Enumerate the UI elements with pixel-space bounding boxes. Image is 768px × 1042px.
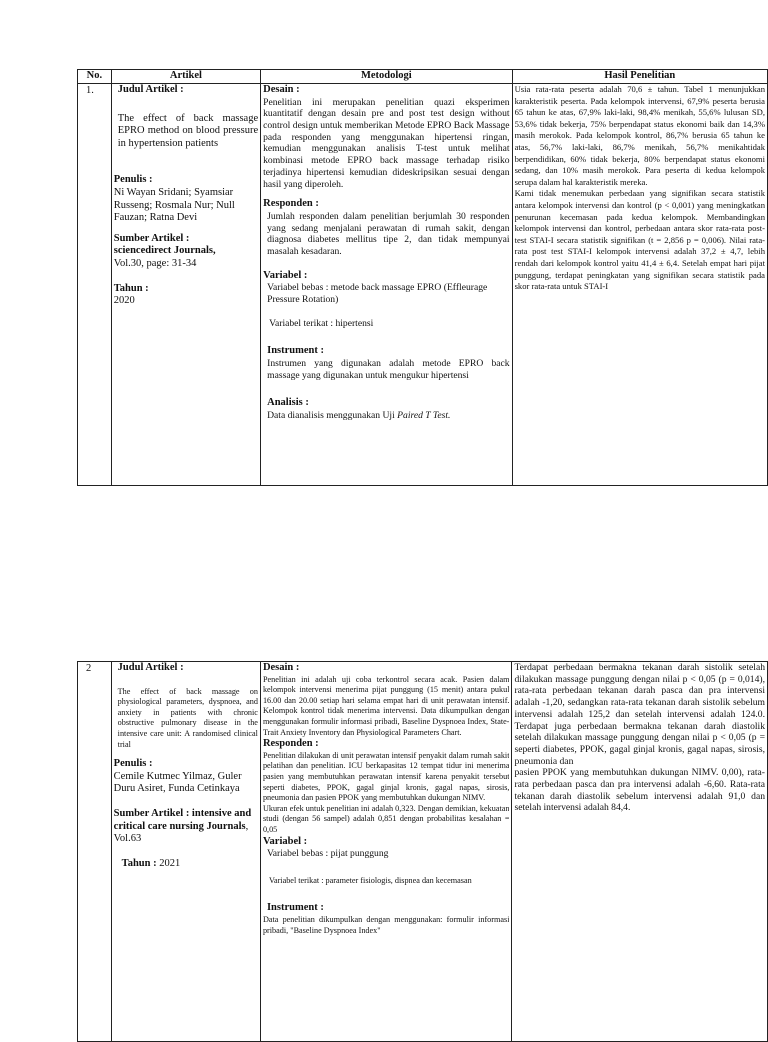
variabel-bebas: Variabel bebas : pijat punggung: [266, 848, 389, 860]
sumber-label: Sumber Artikel :: [113, 232, 190, 244]
responden-text: Jumlah responden dalam penelitian berjumlah 30 responden yang sedang menjalani perawatan di rumah sakit, dengan diagnosa diabetes mellitus tipe 2, dan tidak mempunyai masalah kesadaran.: [267, 210, 510, 257]
variabel-label: Variabel :: [262, 835, 308, 847]
instrument-text: Data penelitian dikumpulkan dengan menggunakan: formulir informasi pribadi, "Baseline Dyspnoea Index": [262, 914, 510, 935]
review-table-1: [77, 69, 768, 486]
responden-text: Penelitian dilakukan di unit perawatan intensif penyakit dalam rumah sakit pelatihan dan penelitian. ICU berkapasitas 12 tempat tidur ini menerima pasien yang membutuhkan perawatan intensif karena penyakit tersebut seperti diabetes, PPOK, gagal ginjal kronis, gagal napas, sirosis, pneumonia dan pasien PPOK yang membutuhkan dukungan NIMV.: [262, 750, 510, 803]
hasil-paragraph-2: Kami tidak menemukan perbedaan yang signifikan secara statistik antara kelompok intervensi dan kontrol (p < 0,001) yang meningkatkan penurunan kecemasan pada kedua kelompok. Membandingkan kelompok intervensi dan kontrol, perbedaan antara skor rata-rata post-test STAI-I secara statistik signifikan (t = 2,856 p = 0,006). Nilai rata-rata post test STAI-I kelompok intervensi adalah 37,2 ± 4,7, lebih rendah dari kelompok kontrol yaitu 41,4 ± 6,4. Setelah empat hari pijat punggung, terdapat peningkatan yang signifikan secara statistik pada skor rata-rata untuk STAI-I: [514, 188, 765, 292]
sumber-label: Sumber Artikel : intensive and critical care nursing Journals: [113, 807, 252, 832]
header-hasil: Hasil Penelitian: [512, 70, 767, 84]
hasil-cell: [512, 84, 767, 486]
hasil-paragraph-2: pasien PPOK yang membutuhkan dukungan NIMV. 0,00), rata-rata perbedaan pasca dan pra intervensi adalah -6,60. Rata-rata tekanan darah diastolik sebelum intervensi adalah 91,0 dan setelah intervensi adalah 84,4.: [514, 767, 765, 814]
analisis-label: Analisis :: [267, 397, 309, 409]
penulis-text: Cemile Kutmec Yilmaz, Guler Duru Asiret, Funda Cetinkaya: [113, 770, 242, 795]
variabel-terikat: Variabel terikat : parameter fisiologis, dispnea dan kecemasan: [268, 875, 472, 885]
sumber-line: [114, 808, 258, 846]
row-number: 2: [78, 662, 112, 1042]
table-row: [78, 662, 768, 1042]
sumber-vol: Vol.30, page: 31-34: [113, 257, 197, 269]
responden-label: Responden :: [263, 198, 319, 210]
variabel-terikat: Variabel terikat : hipertensi: [269, 317, 374, 329]
instrument-text: Instrumen yang digunakan adalah metode EPRO back massage yang digunakan untuk mengukur hipertensi: [267, 357, 510, 381]
responden-text-2: Ukuran efek untuk penelitian ini adalah 0,323. Dengan demikian, kekuatan studi (dengan 56 sampel) adalah 0,851 dengan probabilitas kesalahan = 0,05: [262, 803, 510, 834]
sumber-vol: , Vol.63: [113, 820, 249, 845]
tahun-text: 2021: [156, 857, 181, 869]
analisis-line: [263, 410, 509, 422]
variabel-label: Variabel :: [263, 269, 308, 281]
variabel-bebas: Variabel bebas : metode back massage EPRO (Effleurage Pressure Rotation): [267, 282, 488, 305]
judul-label: Judul Artikel :: [117, 662, 184, 673]
penulis-label: Penulis :: [113, 174, 153, 186]
instrument-label: Instrument :: [266, 902, 324, 914]
metodologi-cell: [260, 662, 512, 1042]
instrument-label: Instrument :: [267, 345, 324, 357]
header-artikel: Artikel: [111, 70, 260, 84]
metodologi-cell: [261, 84, 512, 486]
tahun-text: 2020: [113, 295, 135, 307]
tahun-line: [114, 858, 258, 871]
table-row: [78, 84, 768, 486]
penulis-label: Penulis :: [113, 758, 153, 770]
tahun-label: Tahun :: [113, 282, 149, 294]
analisis-method: Paired T Test.: [397, 409, 451, 421]
header-no: No.: [78, 70, 112, 84]
table-header-row: [78, 70, 768, 84]
metodologi-content: [263, 662, 510, 1035]
judul-text: The effect of back massage EPRO method on blood pressure in hypertension patients: [117, 112, 259, 149]
responden-label: Responden :: [262, 738, 319, 750]
desain-text: Penelitian ini adalah uji coba terkontrol secara acak. Pasien dalam kelompok intervensi menerima pijat punggung (15 menit) antara pukul 16.00 dan 20.00 setiap hari selama empat hari di unit perawatan intensif. Kelompok kontrol tidak menerima intervensi. Data dikumpulkan dengan menggunakan formulir informasi pribadi, Baseline Dyspnoea Index, State-Trait Anxiety Inventory dan Physiological Parameters Chart.: [262, 674, 510, 737]
sumber-journal: sciencedirect Journals,: [113, 245, 216, 257]
review-table-2: [77, 661, 768, 1042]
desain-label: Desain :: [262, 662, 300, 673]
row-number: 1.: [78, 84, 112, 486]
judul-text: The effect of back massage on physiological parameters, dyspnoea, and anxiety in patients with chronic obstructive pulmonary disease in the intensive care unit: A randomised clinical trial: [117, 686, 258, 749]
artikel-cell: [111, 84, 260, 486]
hasil-paragraph-1: Usia rata-rata peserta adalah 70,6 ± tahun. Tabel 1 menunjukkan karakteristik peserta. Pada kelompok intervensi, 67,9% peserta berusia 65 tahun ke atas, 67,9% laki-laki, 98,4% menikah, 55,6% lulusan SD, 53,6% tidak bekerja, 75% berpendapat status ekonomi baik dan 14,3% masih merokok. Pada kelompok kontrol, 86,7% berusia 65 tahun ke atas, 56,7% laki-laki, 86,7% menikah, 56,7% menikahtidak berpendidikan, 60% tidak bekerja, 80% berpendapat status ekonomi sedang, dan 10% masih merokok. Para peserta di kedua kelompok serupa dalam hal karakteristik mereka.: [514, 84, 765, 187]
penulis-text: Ni Wayan Sridani; Syamsiar Russeng; Rosmala Nur; Null Fauzan; Ratna Devi: [113, 186, 235, 224]
desain-text: Penelitian ini merupakan penelitian quazi eksperimen kuantitatif dengan desain pre and post test design without control design untuk memberikan Metode EPRO Back Massage pada responden yang menggunakan hipertensi ringan, kemudian menggunakan analisis T-test untuk melihat kombinasi metode EPRO back massage terhadap risiko terjadinya hipertensi kemudian dideskripsikan sesuai dengan hasil yang diperoleh.: [263, 96, 510, 190]
artikel-cell: [111, 662, 260, 1042]
analisis-text: Data dianalisis menggunakan Uji: [267, 409, 398, 421]
hasil-paragraph-1: Terdapat perbedaan bermakna tekanan darah sistolik setelah dilakukan massage punggung dengan nilai p < 0,05 (p = 0,014), rata-rata perbedaan tekanan darah pasca dan pra intervensi adalah -1,20, sedangkan rata-rata tekanan darah sistolik sebelum intervensi adalah 125,2 dan setelah intervensi adalah 124.0. Terdapat juga perbedaan bermakna tekanan darah diastolik setelah dilakukan massage punggung dengan nilai p < 0,05 (p = seperti diabetes, PPOK, gagal ginjal kronis, gagal napas, sirosis, pneumonia dan: [514, 662, 765, 767]
hasil-cell: [512, 662, 768, 1042]
tahun-label: Tahun :: [121, 857, 157, 869]
judul-label: Judul Artikel :: [117, 84, 184, 95]
header-metodologi: Metodologi: [261, 70, 512, 84]
desain-label: Desain :: [263, 84, 300, 95]
